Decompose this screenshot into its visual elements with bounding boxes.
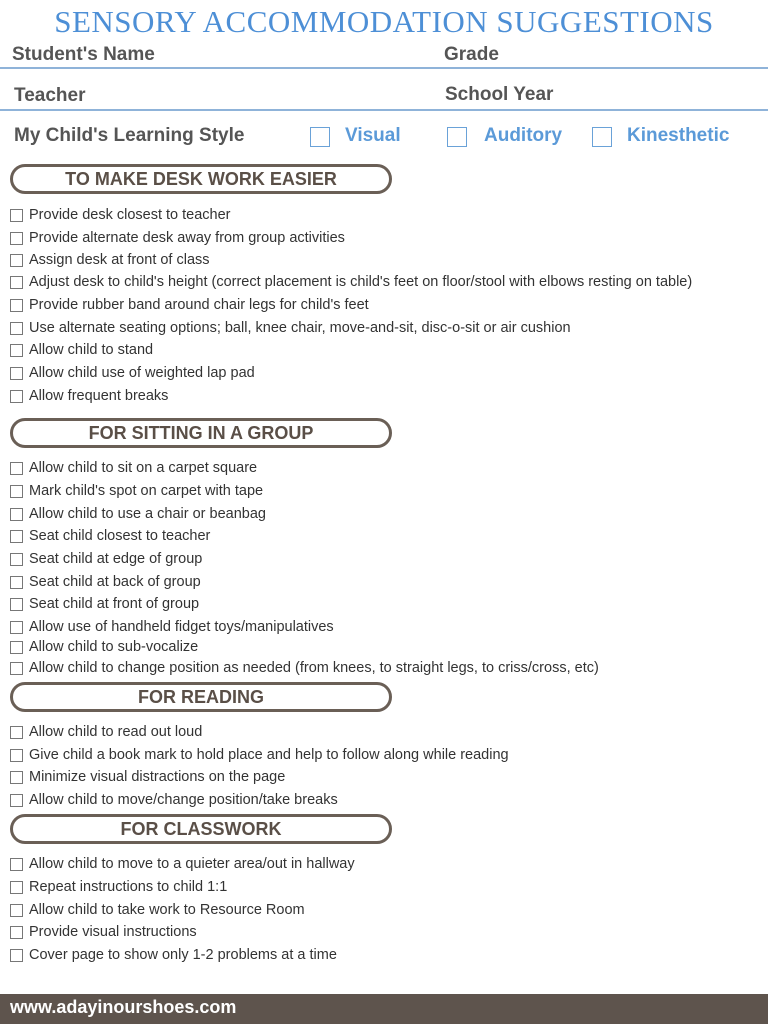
- list-item-label: Allow child to stand: [29, 342, 154, 358]
- school-year-label: School Year: [445, 84, 554, 105]
- list-item-label: Seat child at edge of group: [29, 551, 203, 567]
- list-item-label: Allow frequent breaks: [29, 388, 169, 404]
- list-item-label: Minimize visual distractions on the page: [29, 769, 286, 785]
- list-item-label: Mark child's spot on carpet with tape: [29, 483, 264, 499]
- checkbox[interactable]: [10, 508, 23, 521]
- checkbox[interactable]: [10, 367, 23, 380]
- checkbox[interactable]: [10, 462, 23, 475]
- list-item-label: Seat child at front of group: [29, 596, 200, 612]
- list-item-label: Allow child to read out loud: [29, 724, 203, 740]
- list-item[interactable]: [10, 594, 199, 614]
- kinesthetic-checkbox[interactable]: [592, 127, 612, 147]
- list-item-label: Provide visual instructions: [29, 924, 197, 940]
- list-item-label: Allow child to take work to Resource Room: [29, 902, 305, 918]
- list-item[interactable]: [10, 386, 168, 406]
- list-item-label: Allow child to move to a quieter area/out in hallway: [29, 856, 355, 872]
- checkbox[interactable]: [10, 322, 23, 335]
- checkbox[interactable]: [10, 858, 23, 871]
- list-item-label: Seat child closest to teacher: [29, 528, 211, 544]
- list-item[interactable]: [10, 228, 345, 248]
- list-item[interactable]: [10, 318, 571, 338]
- checkbox[interactable]: [10, 344, 23, 357]
- list-item-label: Adjust desk to child's height (correct placement is child's feet on floor/stool with elbows resting on table): [29, 274, 693, 290]
- list-item[interactable]: [10, 767, 285, 787]
- list-item[interactable]: [10, 363, 255, 383]
- checkbox[interactable]: [10, 254, 23, 267]
- page-title: SENSORY ACCOMMODATION SUGGESTIONS: [54, 4, 714, 39]
- list-item-label: Allow child to move/change position/take breaks: [29, 792, 338, 808]
- list-item[interactable]: [10, 790, 338, 810]
- list-item[interactable]: [10, 572, 201, 592]
- grade-label: Grade: [444, 44, 499, 65]
- list-item[interactable]: [10, 272, 692, 292]
- student-name-line[interactable]: [0, 67, 768, 69]
- list-item[interactable]: [10, 854, 355, 874]
- checkbox[interactable]: [10, 485, 23, 498]
- list-item-label: Cover page to show only 1-2 problems at a time: [29, 947, 337, 963]
- list-item-label: Use alternate seating options; ball, knee chair, move-and-sit, disc-o-sit or air cushion: [29, 320, 571, 336]
- list-item[interactable]: [10, 458, 257, 478]
- list-item[interactable]: [10, 745, 509, 765]
- checkbox[interactable]: [10, 232, 23, 245]
- list-item-label: Provide desk closest to teacher: [29, 207, 231, 223]
- list-item-label: Allow child use of weighted lap pad: [29, 365, 255, 381]
- list-item[interactable]: [10, 722, 202, 742]
- list-item[interactable]: [10, 658, 599, 678]
- visual-checkbox[interactable]: [310, 127, 330, 147]
- list-item[interactable]: [10, 205, 231, 225]
- checkbox[interactable]: [10, 662, 23, 675]
- checkbox[interactable]: [10, 621, 23, 634]
- list-item[interactable]: [10, 637, 198, 657]
- list-item-label: Allow child to sub-vocalize: [29, 639, 199, 655]
- list-item[interactable]: [10, 549, 202, 569]
- list-item-label: Provide alternate desk away from group activities: [29, 230, 345, 246]
- checkbox[interactable]: [10, 576, 23, 589]
- list-item[interactable]: [10, 295, 369, 315]
- checkbox[interactable]: [10, 276, 23, 289]
- checkbox[interactable]: [10, 926, 23, 939]
- section-heading-classwork: FOR CLASSWORK: [10, 814, 392, 844]
- list-item-label: Allow child to change position as needed (from knees, to straight legs, to criss/cross, etc): [29, 660, 599, 676]
- checkbox[interactable]: [10, 530, 23, 543]
- section-heading-sitting-in-group: FOR SITTING IN A GROUP: [10, 418, 392, 448]
- list-item-label: Provide rubber band around chair legs for child's feet: [29, 297, 369, 313]
- section-heading-desk-work: TO MAKE DESK WORK EASIER: [10, 164, 392, 194]
- kinesthetic-option-label: Kinesthetic: [627, 125, 730, 146]
- learning-style-label: My Child's Learning Style: [14, 125, 245, 146]
- auditory-checkbox[interactable]: [447, 127, 467, 147]
- checkbox[interactable]: [10, 949, 23, 962]
- footer-url[interactable]: www.adayinourshoes.com: [10, 997, 237, 1017]
- list-item[interactable]: [10, 877, 227, 897]
- checkbox[interactable]: [10, 749, 23, 762]
- checkbox[interactable]: [10, 598, 23, 611]
- student-name-label: Student's Name: [12, 44, 155, 65]
- checkbox[interactable]: [10, 209, 23, 222]
- checkbox[interactable]: [10, 641, 23, 654]
- checkbox[interactable]: [10, 553, 23, 566]
- visual-option-label: Visual: [345, 125, 401, 146]
- list-item[interactable]: [10, 504, 266, 524]
- list-item[interactable]: [10, 922, 197, 942]
- checkbox[interactable]: [10, 794, 23, 807]
- list-item[interactable]: [10, 481, 263, 501]
- teacher-label: Teacher: [14, 85, 86, 106]
- footer-bar: [0, 994, 768, 1024]
- list-item[interactable]: [10, 617, 334, 637]
- checkbox[interactable]: [10, 299, 23, 312]
- checkbox[interactable]: [10, 726, 23, 739]
- list-item-label: Repeat instructions to child 1:1: [29, 879, 228, 895]
- list-item[interactable]: [10, 900, 305, 920]
- checkbox[interactable]: [10, 771, 23, 784]
- list-item[interactable]: [10, 526, 210, 546]
- checkbox[interactable]: [10, 904, 23, 917]
- checkbox[interactable]: [10, 881, 23, 894]
- list-item-label: Allow use of handheld fidget toys/manipulatives: [29, 619, 334, 635]
- checkbox[interactable]: [10, 390, 23, 403]
- list-item-label: Give child a book mark to hold place and help to follow along while reading: [29, 747, 509, 763]
- list-item[interactable]: [10, 945, 337, 965]
- list-item-label: Allow child to use a chair or beanbag: [29, 506, 266, 522]
- teacher-line[interactable]: [0, 109, 768, 111]
- section-heading-reading: FOR READING: [10, 682, 392, 712]
- list-item[interactable]: [10, 250, 210, 270]
- list-item-label: Allow child to sit on a carpet square: [29, 460, 258, 476]
- list-item-label: Seat child at back of group: [29, 574, 201, 590]
- auditory-option-label: Auditory: [484, 125, 563, 146]
- list-item[interactable]: [10, 340, 153, 360]
- list-item-label: Assign desk at front of class: [29, 252, 210, 268]
